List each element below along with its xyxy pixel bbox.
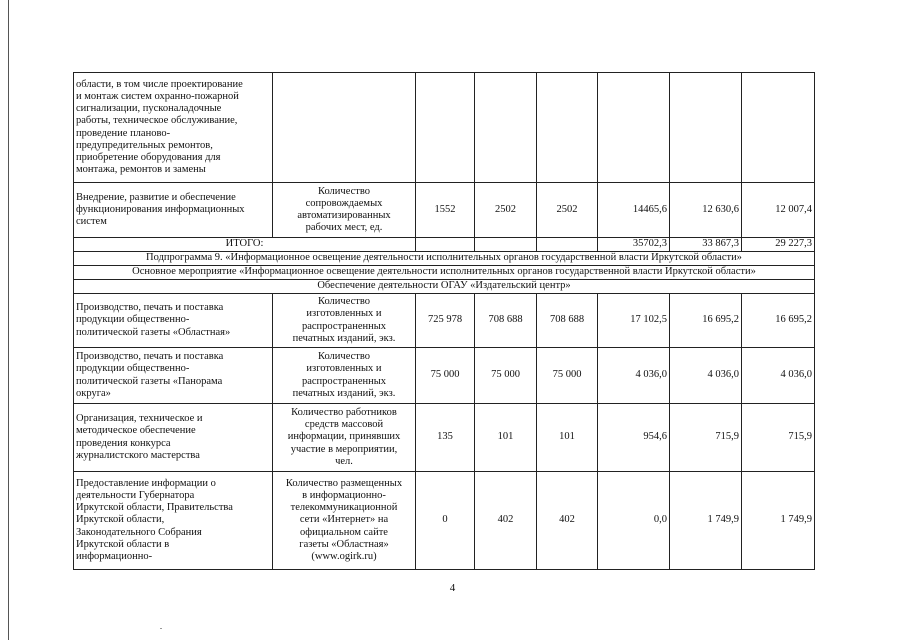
value-cell: 1552 [416, 183, 475, 238]
funding-cell: 4 036,0 [598, 348, 670, 404]
activity-name-cell: области, в том числе проектирование и монтаж систем охранно-пожарной сигнализации, пусконаладочные работы, техническое обслуживание, проведение планово- предупредительных ремонтов, приобретение оборудования для монтажа, ремонтов и замены [74, 73, 273, 183]
value-cell: 725 978 [416, 294, 475, 348]
indicator-cell: Количество размещенных в информационно- телекоммуникационной сети «Интернет» на официальном сайте газеты «Областная» (www.ogirk.ru) [273, 472, 416, 570]
total-funding-cell: 35702,3 [598, 238, 670, 252]
indicator-cell: Количество сопровождаемых автоматизированных рабочих мест, ед. [273, 183, 416, 238]
value-cell: 75 000 [537, 348, 598, 404]
table-row [74, 404, 815, 472]
value-cell: 402 [537, 472, 598, 570]
table-row [74, 183, 815, 238]
indicator-cell: Количество работников средств массовой информации, принявших участие в мероприятии, чел. [273, 404, 416, 472]
indicator-cell: Количество изготовленных и распространенных печатных изданий, экз. [273, 348, 416, 404]
activity-name-cell: Предоставление информации о деятельности Губернатора Иркутской области, Правительства Иркутской области, Законодательного Собрания Иркутской области в информационно- [74, 472, 273, 570]
table-row [74, 472, 815, 570]
value-cell: 2502 [475, 183, 537, 238]
value-cell: 2502 [537, 183, 598, 238]
value-cell: 708 688 [475, 294, 537, 348]
indicator-cell: Количество изготовленных и распространенных печатных изданий, экз. [273, 294, 416, 348]
table-row [74, 294, 815, 348]
total-funding-cell: 29 227,3 [742, 238, 815, 252]
subprogram-row [74, 252, 815, 266]
funding-cell [670, 73, 742, 183]
total-funding-cell: 33 867,3 [670, 238, 742, 252]
funding-cell: 715,9 [670, 404, 742, 472]
value-cell: 708 688 [537, 294, 598, 348]
activity-name-cell: Организация, техническое и методическое обеспечение проведения конкурса журналистского мастерства [74, 404, 273, 472]
main-activity-row [74, 266, 815, 280]
funding-cell: 16 695,2 [670, 294, 742, 348]
funding-cell: 954,6 [598, 404, 670, 472]
main-activity-title: Основное мероприятие «Информационное освещение деятельности исполнительных органов государственной власти Иркутской области» [74, 266, 815, 280]
scan-speck [160, 628, 162, 629]
funding-cell: 4 036,0 [742, 348, 815, 404]
funding-cell: 4 036,0 [670, 348, 742, 404]
total-label: ИТОГО: [74, 238, 416, 252]
activity-name-cell: Внедрение, развитие и обеспечение функционирования информационных систем [74, 183, 273, 238]
activity-name-cell: Производство, печать и поставка продукции общественно- политической газеты «Областная» [74, 294, 273, 348]
page-number: 4 [449, 582, 456, 594]
provision-title: Обеспечение деятельности ОГАУ «Издательский центр» [74, 280, 815, 294]
indicators-table [73, 72, 815, 570]
value-cell: 101 [537, 404, 598, 472]
provision-row [74, 280, 815, 294]
value-cell: 75 000 [416, 348, 475, 404]
funding-cell: 1 749,9 [742, 472, 815, 570]
funding-cell [742, 73, 815, 183]
value-cell [537, 73, 598, 183]
value-cell: 135 [416, 404, 475, 472]
value-cell: 402 [475, 472, 537, 570]
funding-cell: 0,0 [598, 472, 670, 570]
subprogram-title: Подпрограмма 9. «Информационное освещение деятельности исполнительных органов государственной власти Иркутской области» [74, 252, 815, 266]
value-cell: 75 000 [475, 348, 537, 404]
table-row [74, 73, 815, 183]
table-row [74, 348, 815, 404]
value-cell [416, 73, 475, 183]
funding-cell: 1 749,9 [670, 472, 742, 570]
funding-cell: 17 102,5 [598, 294, 670, 348]
funding-cell [598, 73, 670, 183]
value-cell: 101 [475, 404, 537, 472]
funding-cell: 12 007,4 [742, 183, 815, 238]
value-cell: 0 [416, 472, 475, 570]
page-edge-line [8, 0, 9, 640]
indicator-cell [273, 73, 416, 183]
funding-cell: 715,9 [742, 404, 815, 472]
total-row [74, 238, 815, 252]
funding-cell: 12 630,6 [670, 183, 742, 238]
activity-name-cell: Производство, печать и поставка продукции общественно- политической газеты «Панорама округа» [74, 348, 273, 404]
funding-cell: 16 695,2 [742, 294, 815, 348]
value-cell [475, 73, 537, 183]
funding-cell: 14465,6 [598, 183, 670, 238]
